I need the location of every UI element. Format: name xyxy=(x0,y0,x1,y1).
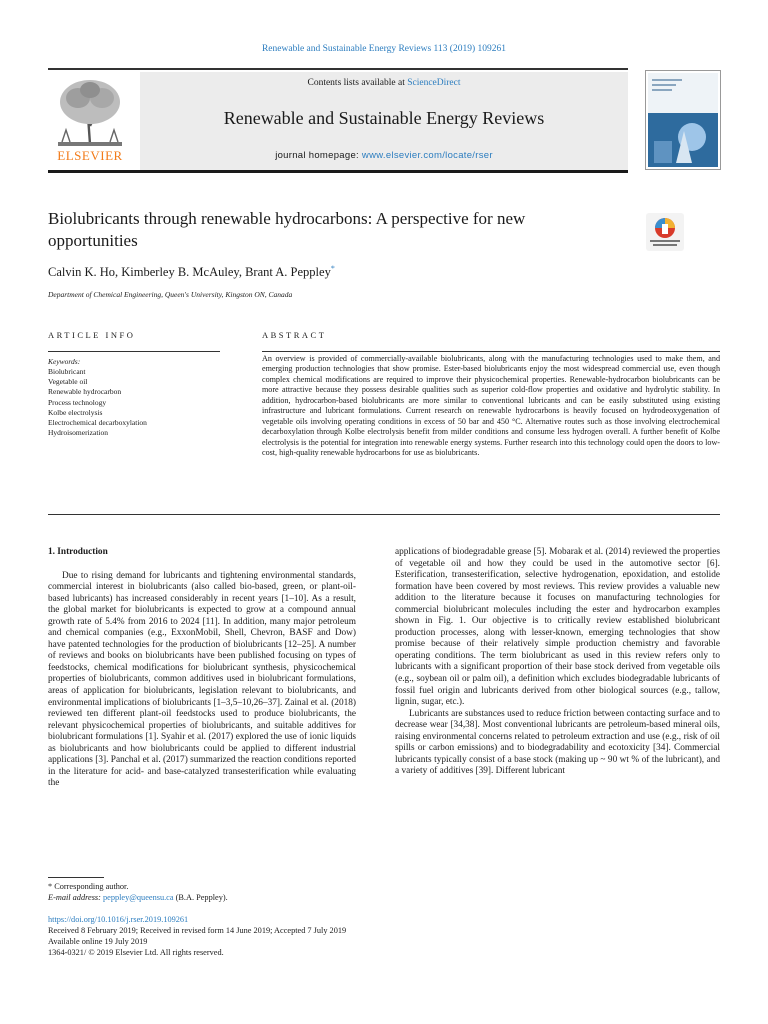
journal-reference[interactable]: Renewable and Sustainable Energy Reviews 113 (2019) 109261 xyxy=(261,44,507,54)
authors-text: Calvin K. Ho, Kimberley B. McAuley, Brant A. Peppley xyxy=(48,265,331,280)
footnote-rule xyxy=(48,877,104,878)
corresponding-author-mark[interactable]: * xyxy=(330,264,335,273)
available-online: Available online 19 July 2019 xyxy=(48,937,148,946)
keyword-item: Hydroisomerization xyxy=(48,428,108,438)
email-link[interactable]: peppley@queensu.ca xyxy=(103,893,174,902)
body-separator-rule xyxy=(48,514,720,515)
body-column-left xyxy=(48,547,356,790)
section-heading-introduction: 1. Introduction xyxy=(48,547,108,557)
email-line xyxy=(48,892,228,903)
article-info-rule xyxy=(48,351,220,352)
email-suffix: (B.A. Peppley). xyxy=(173,893,228,902)
body-paragraph: Due to rising demand for lubricants and tightening environmental standards, commercial interest in biolubricants (also called bio-based, green, or plant-oil-based lubricants) has increased considerably in recent years [1–10]. As a result, the global market for biolubricants is expected to grow at a compound annual growth rate of 5.4% from 2016 to 2024 [11]. In addition, many major petroleum and chemical companies (e.g., ExxonMobil, Shell, Chevron, BASF and Dow) have patented technologies for the production of biolubricants [12–25]. A number of reviews and books on biolubricants have been published focusing on types of feedstocks, chemical modifications for biolubricant synthesis, physicochemical properties of biolubricants, common additives used in biolubricant formulations, areas of application for biolubricants, legislation relevant to biolubricants, and environmental implications of biolubricants [1–3,5–10,26–37]. Zainal et al. (2018) reviewed ten different plant-oil feedstocks used to produce biolubricants, the relevant physicochemical properties of biolubricants, and suitable additives for biolubricant formulations [1]. Syahir et al. (2017) explored the use of ionic liquids as biolubricants and how biolubricants could be applied to different industrial applications [3]. Panchal et al. (2017) summarized the reaction conditions reported in the literature for acid- and base-catalyzed transesterification while evaluating the xyxy=(48,570,356,789)
sciencedirect-link[interactable]: ScienceDirect xyxy=(407,78,461,88)
copyright: 1364-0321/ © 2019 Elsevier Ltd. All rights reserved. xyxy=(48,948,224,957)
keyword-item: Biolubricant xyxy=(48,367,86,376)
keyword-item: Process technology xyxy=(48,397,107,407)
contents-line xyxy=(140,78,628,88)
article-title: Biolubricants through renewable hydrocarbons: A perspective for new opportunities xyxy=(48,209,526,250)
email-label: E-mail address: xyxy=(48,893,103,902)
footnote xyxy=(48,881,228,903)
body-paragraph: applications of biodegradable grease [5]. Mobarak et al. (2014) reviewed the properties of vegetable oil and how they could be used in the automotive sector [6]. Esterification, transesterification, selective hydrogenation, epoxidation, and estolide formation have been covered by most reviews. This review provides a valuable new addition to the literature because it focuses on manufacturing technologies for commercial biolubricant molecules including the ester and hydrocarbon examples shown in Fig. 1. Our objective is to critically review established biolubricant production processes, along with lesser-known, emerging technologies that show promise because of their relatively simple production chemistry and favorable operating conditions. The term biolubricant as used in this review refers only to lubricants with a significant proportion of their base stock derived from vegetable oils (e.g., soybean oil or palm oil), a definition which excludes biodegradable lubricants of fossil fuel origin and lubricants derived from other biological sources (e.g., tallow, lignin, sugar, etc.). xyxy=(395,547,720,708)
body-column-right xyxy=(395,547,720,778)
homepage-prefix: journal homepage: xyxy=(275,150,362,161)
elsevier-wordmark: ELSEVIER xyxy=(57,148,123,163)
journal-title: Renewable and Sustainable Energy Reviews xyxy=(223,108,545,128)
header-top-rule xyxy=(48,68,628,70)
contents-prefix: Contents lists available at xyxy=(307,78,408,88)
homepage-link[interactable]: www.elsevier.com/locate/rser xyxy=(361,150,493,161)
abstract-heading: ABSTRACT xyxy=(262,330,327,340)
article-info-heading: ARTICLE INFO xyxy=(48,330,136,340)
abstract-text: An overview is provided of commercially-available biolubricants, along with the manufacturing technologies used to make them, and emerging production technologies that show promise. Ester-based biolubricants enjoy the most widespread commercial use, even though complex chemical modifications are required to improve their physicochemical properties. Renewable-hydrocarbon biolubricants can be more attractive because they possess desirable qualities such as superior cold-flow properties and oxidative and hydrolytic stability. In addition, hydrocarbon-based biolubricants are more similar to conventional lubricants and can be easily substituted using existing infrastructure and lubricant formulations. Current research on renewable hydrocarbons is heavily focused on hydrodeoxygenation of vegetable oils involving operating conditions in excess of 50 bar and 450 °C. Alternative routes such as those involving electrochemical decarboxylation through Kolbe electrolysis benefit from milder conditions and consume less hydrogen overall. A further benefit of Kolbe electrolysis is the potential for integration into renewable energy systems. Further research into this technology could open the doors to low-cost, high-quality renewable hydrocarbons for use as biolubricants. xyxy=(262,354,720,458)
affiliation: Department of Chemical Engineering, Queen's University, Kingston ON, Canada xyxy=(48,290,293,299)
keywords-label: Keywords: xyxy=(48,357,81,366)
keyword-list xyxy=(48,367,147,438)
body-paragraph: Lubricants are substances used to reduce friction between contacting surface and to decrease wear [34,38]. Most conventional lubricants are petroleum-based mineral oils, raising environmental concerns related to petroleum extraction and use (e.g., risk of oil spills or carbon emissions) and to biodegradability and ecotoxicity [34]. Commercial lubricants typically consist of a base stock (making up ~ 90 wt % of the lubricant), and a variety of additives [39]. Different lubricant xyxy=(395,708,720,777)
doi-link[interactable]: https://doi.org/10.1016/j.rser.2019.109261 xyxy=(48,915,189,924)
received-dates: Received 8 February 2019; Received in revised form 14 June 2019; Accepted 7 July 2019 xyxy=(48,926,347,935)
author-list xyxy=(48,264,335,280)
keyword-item: Kolbe electrolysis xyxy=(48,407,103,417)
header-bottom-rule xyxy=(48,170,628,173)
corresponding-author-note: * Corresponding author. xyxy=(48,882,129,891)
keyword-item: Renewable hydrocarbon xyxy=(48,387,122,397)
check-for-updates-icon[interactable] xyxy=(646,213,684,251)
keyword-item: Electrochemical decarboxylation xyxy=(48,418,147,428)
journal-homepage-line xyxy=(140,150,628,161)
keyword-item: Vegetable oil xyxy=(48,377,88,387)
journal-cover-thumbnail xyxy=(645,70,721,170)
abstract-rule xyxy=(262,351,720,352)
article-metadata xyxy=(48,914,346,958)
